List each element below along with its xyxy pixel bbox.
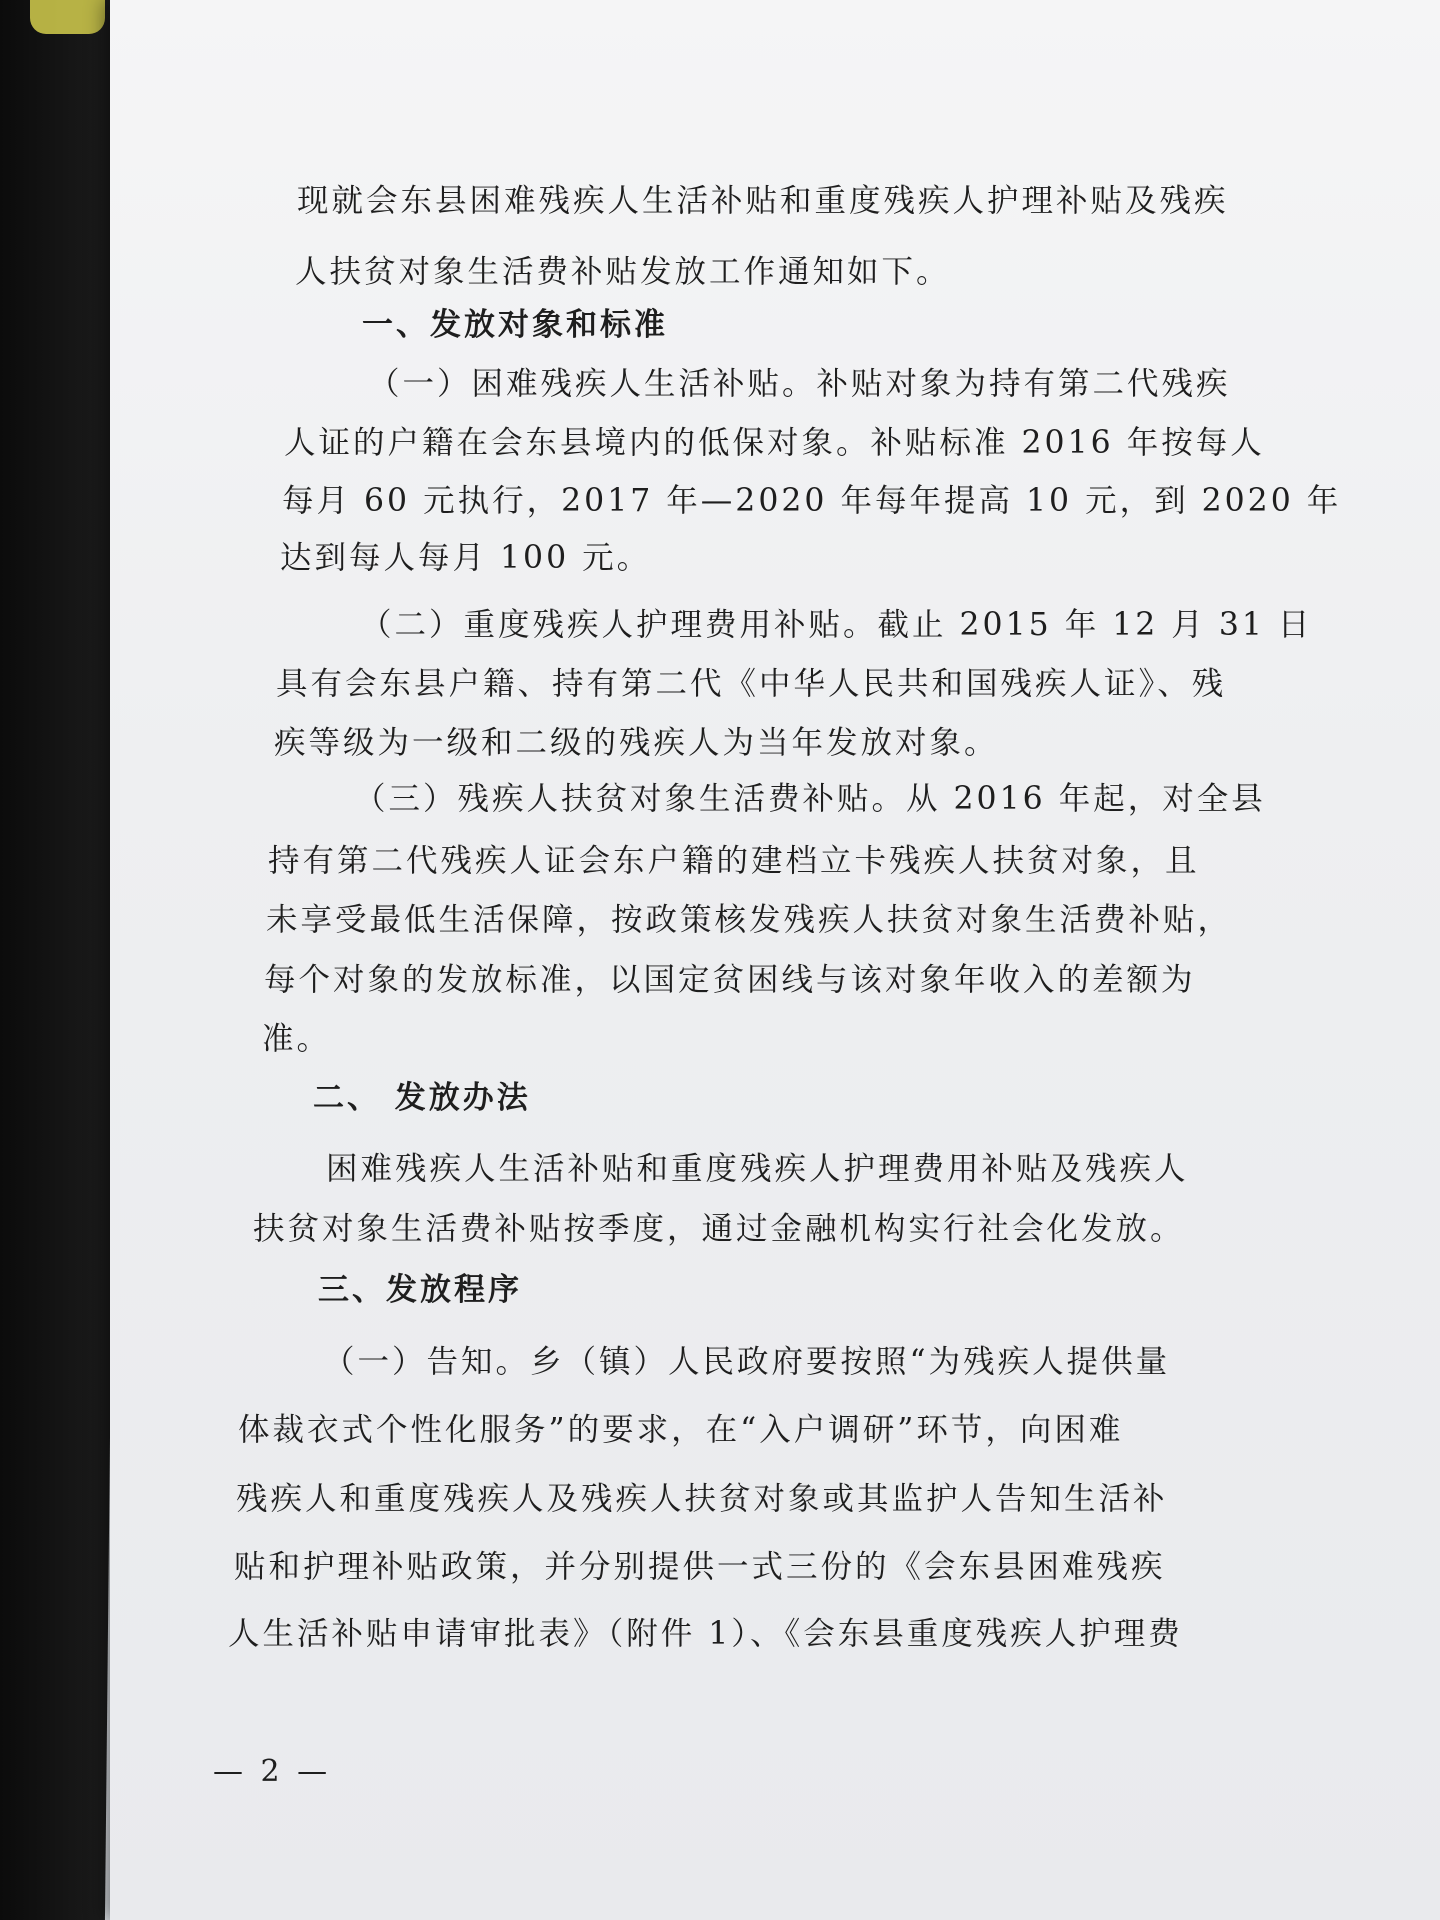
- body-line-15: 困难残疾人生活补贴和重度残疾人护理费用补贴及残疾人: [326, 1151, 1189, 1187]
- body-line-12: 未享受最低生活保障，按政策核发残疾人扶贫对象生活费补贴，: [266, 902, 1233, 938]
- body-line-7: （二）重度残疾人护理费用补贴。截止 2015 年 12 月 31 日: [360, 607, 1313, 643]
- body-line-1: 现就会东县困难残疾人生活补贴和重度残疾人护理补贴及残疾: [297, 183, 1229, 219]
- yellow-tape: [30, 0, 105, 34]
- body-line-18: 体裁衣式个性化服务”的要求，在“入户调研”环节，向困难: [238, 1412, 1124, 1448]
- body-line-17: （一）告知。乡（镇）人民政府要按照“为残疾人提供量: [323, 1344, 1171, 1380]
- section-heading-2: 二、 发放办法: [313, 1080, 531, 1116]
- body-line-14: 准。: [262, 1021, 332, 1057]
- body-line-5: 每月 60 元执行，2017 年—2020 年每年提高 10 元，到 2020 年: [282, 483, 1342, 519]
- section-heading-3: 三、发放程序: [318, 1272, 522, 1308]
- body-line-3: （一）困难残疾人生活补贴。补贴对象为持有第二代残疾: [368, 366, 1231, 402]
- body-line-2: 人扶贫对象生活费补贴发放工作通知如下。: [295, 254, 951, 290]
- body-line-8: 具有会东县户籍、持有第二代《中华人民共和国残疾人证》、残: [276, 666, 1227, 702]
- body-line-9: 疾等级为一级和二级的残疾人为当年发放对象。: [274, 725, 999, 761]
- body-line-21: 人生活补贴申请审批表》（附件 1）、《会东县重度残疾人护理费: [228, 1616, 1183, 1652]
- body-line-6: 达到每人每月 100 元。: [280, 540, 652, 576]
- body-line-13: 每个对象的发放标准，以国定贫困线与该对象年收入的差额为: [264, 962, 1196, 998]
- section-heading-1: 一、发放对象和标准: [362, 307, 668, 343]
- body-line-11: 持有第二代残疾人证会东户籍的建档立卡残疾人扶贫对象，且: [268, 843, 1200, 879]
- body-line-20: 贴和护理补贴政策，并分别提供一式三份的《会东县困难残疾: [234, 1549, 1166, 1585]
- page-number: — 2 —: [213, 1754, 332, 1789]
- body-line-19: 残疾人和重度残疾人及残疾人扶贫对象或其监护人告知生活补: [236, 1481, 1168, 1517]
- body-line-16: 扶贫对象生活费补贴按季度，通过金融机构实行社会化发放。: [253, 1211, 1185, 1247]
- body-line-10: （三）残疾人扶贫对象生活费补贴。从 2016 年起，对全县: [354, 781, 1266, 817]
- document-page: [110, 0, 1440, 1920]
- body-line-4: 人证的户籍在会东县境内的低保对象。补贴标准 2016 年按每人: [284, 425, 1265, 461]
